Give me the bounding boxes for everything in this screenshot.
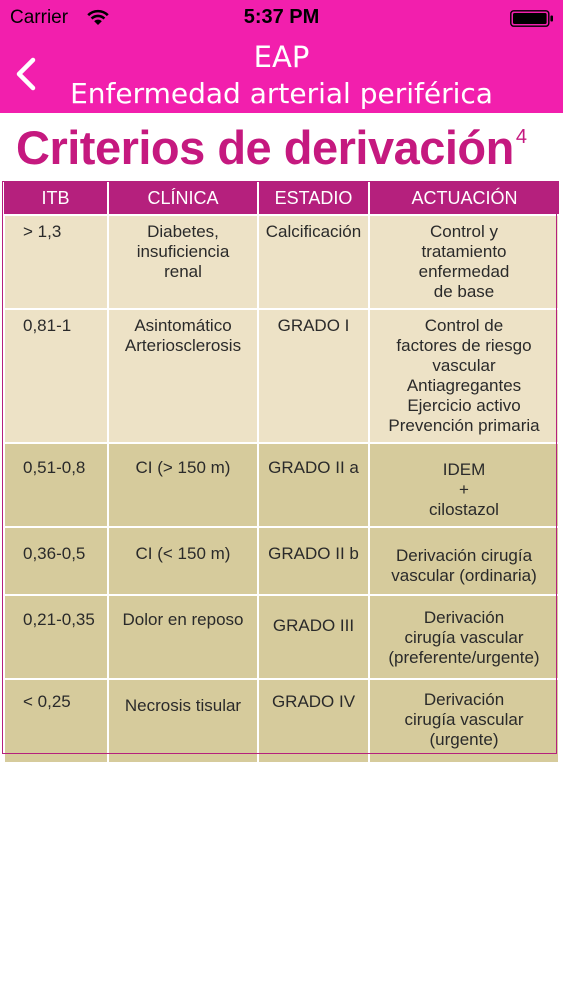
cell-itb: 0,51-0,8 [4, 443, 108, 527]
table-row [4, 443, 559, 527]
cell-estadio: GRADO III [258, 595, 369, 679]
cell-estadio: Calcificación [258, 215, 369, 309]
cell-line: enfermedad [418, 262, 510, 281]
table-row [4, 215, 559, 309]
cell-line: vascular [432, 356, 496, 375]
cell-clinica [108, 679, 258, 763]
page-title-text: Criterios de derivación [16, 121, 514, 174]
cell-actuacion [369, 679, 559, 763]
nav-subtitle: Enfermedad arterial periférica [70, 77, 493, 110]
cell-actuacion [369, 527, 559, 595]
cell-actuacion [369, 443, 559, 527]
table-row [4, 679, 559, 763]
cell-itb: < 0,25 [4, 679, 108, 763]
cell-line: Necrosis tisular [124, 696, 242, 715]
cell-line: Control de [424, 316, 504, 335]
column-header-clinica: CLÍNICA [108, 181, 258, 215]
cell-line: (urgente) [429, 730, 499, 749]
table-header-row [4, 181, 559, 215]
cell-line: Derivación [423, 608, 505, 627]
cell-itb: 0,36-0,5 [4, 527, 108, 595]
cell-clinica [108, 443, 258, 527]
clock: 5:37 PM [243, 6, 320, 28]
status-bar [0, 0, 563, 38]
table-row [4, 595, 559, 679]
cell-line: CI (> 150 m) [135, 458, 231, 477]
table-row [4, 527, 559, 595]
cell-itb: 0,21-0,35 [4, 595, 108, 679]
cell-actuacion [369, 309, 559, 443]
criteria-table [3, 181, 560, 764]
table-row [4, 309, 559, 443]
cell-estadio: GRADO I [258, 309, 369, 443]
cell-line: Ejercicio activo [407, 396, 521, 415]
column-header-actuacion: ACTUACIÓN [369, 181, 559, 215]
cell-itb: > 1,3 [4, 215, 108, 309]
column-header-estadio: ESTADIO [258, 181, 369, 215]
nav-bar [0, 0, 563, 113]
cell-line: de base [433, 282, 495, 301]
cell-line: Asintomático [134, 316, 232, 335]
page-title [16, 120, 556, 175]
cell-line: Dolor en reposo [122, 610, 244, 629]
column-header-itb: ITB [4, 181, 108, 215]
cell-clinica [108, 595, 258, 679]
cell-itb: 0,81-1 [4, 309, 108, 443]
cell-clinica [108, 215, 258, 309]
cell-actuacion [369, 215, 559, 309]
cell-line: cilostazol [429, 500, 499, 519]
cell-line: + [459, 480, 469, 499]
cell-line: CI (< 150 m) [135, 544, 231, 563]
nav-title: EAP [253, 40, 310, 74]
cell-line: vascular (ordinaria) [391, 566, 537, 585]
cell-estadio: GRADO II b [258, 527, 369, 595]
cell-line: Diabetes, [147, 222, 219, 241]
cell-line: Derivación [423, 690, 505, 709]
cell-line: Derivación cirugía [395, 546, 533, 565]
cell-clinica [108, 527, 258, 595]
cell-actuacion [369, 595, 559, 679]
cell-line: cirugía vascular [404, 628, 524, 647]
cell-line: insuficiencia [136, 242, 230, 261]
carrier-label: Carrier [10, 7, 69, 28]
cell-line: Arteriosclerosis [124, 336, 242, 355]
cell-line: Prevención primaria [388, 416, 540, 435]
cell-line: (preferente/urgente) [388, 648, 540, 667]
cell-line: tratamiento [421, 242, 507, 261]
cell-line: cirugía vascular [404, 710, 524, 729]
cell-estadio: GRADO II a [258, 443, 369, 527]
cell-line: Control y [429, 222, 499, 241]
title-reference: 4 [515, 126, 527, 148]
cell-line: factores de riesgo [396, 336, 532, 355]
cell-line: renal [164, 262, 202, 281]
battery-icon [510, 10, 554, 27]
cell-line: IDEM [442, 460, 486, 479]
cell-line: Antiagregantes [406, 376, 522, 395]
cell-clinica [108, 309, 258, 443]
cell-estadio: GRADO IV [258, 679, 369, 763]
